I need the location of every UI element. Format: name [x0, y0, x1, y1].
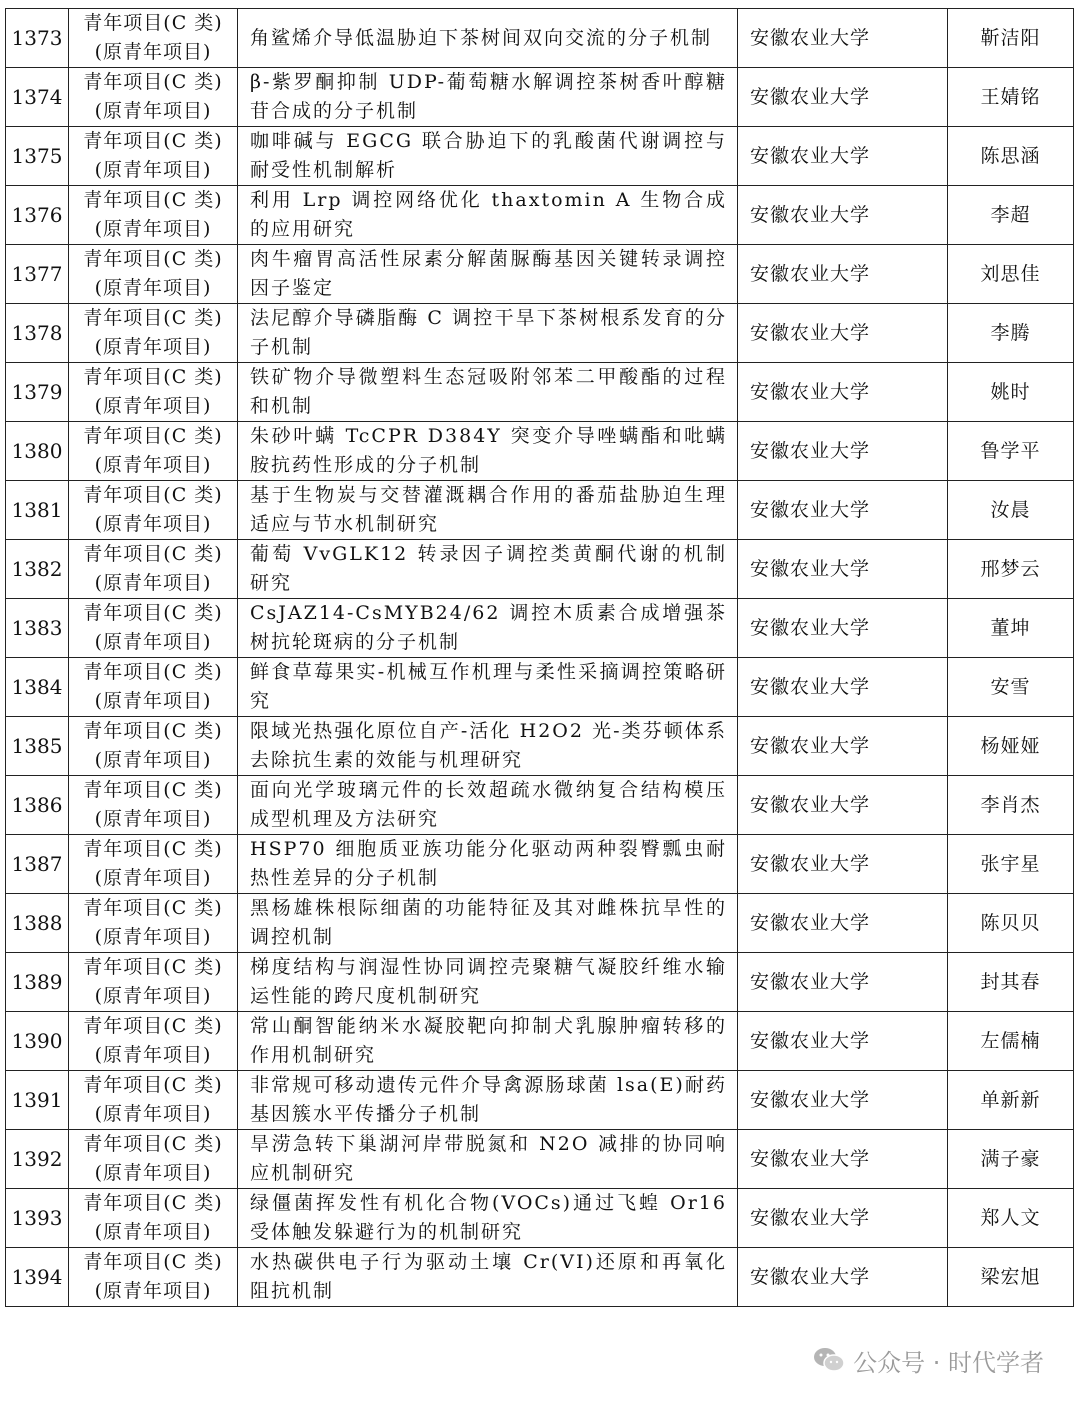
category-line2: (原青年项目) — [94, 454, 212, 476]
category-line2: (原青年项目) — [94, 159, 212, 181]
category-line1: 青年项目(C 类) — [83, 779, 223, 801]
project-title: 法尼醇介导磷脂酶 C 调控干旱下茶树根系发育的分子机制 — [238, 304, 738, 363]
project-category — [69, 599, 238, 658]
category-line2: (原青年项目) — [94, 631, 212, 653]
table-row — [6, 186, 1074, 245]
institution: 安徽农业大学 — [738, 1189, 948, 1248]
category-line2: (原青年项目) — [94, 395, 212, 417]
project-number: 1374 — [6, 68, 69, 127]
category-line1: 青年项目(C 类) — [83, 543, 223, 565]
category-line2: (原青年项目) — [94, 690, 212, 712]
project-title: HSP70 细胞质亚族功能分化驱动两种裂臀瓢虫耐热性差异的分子机制 — [238, 835, 738, 894]
table-row — [6, 363, 1074, 422]
category-line2: (原青年项目) — [94, 1103, 212, 1125]
project-category — [69, 776, 238, 835]
principal-investigator: 梁宏旭 — [948, 1248, 1074, 1307]
principal-investigator: 王婧铭 — [948, 68, 1074, 127]
category-line2: (原青年项目) — [94, 808, 212, 830]
institution: 安徽农业大学 — [738, 1248, 948, 1307]
project-title: 咖啡碱与 EGCG 联合胁迫下的乳酸菌代谢调控与耐受性机制解析 — [238, 127, 738, 186]
category-line1: 青年项目(C 类) — [83, 661, 223, 683]
principal-investigator: 李腾 — [948, 304, 1074, 363]
project-category — [69, 1130, 238, 1189]
table-row — [6, 1071, 1074, 1130]
category-line1: 青年项目(C 类) — [83, 602, 223, 624]
institution: 安徽农业大学 — [738, 894, 948, 953]
category-line1: 青年项目(C 类) — [83, 307, 223, 329]
table-row — [6, 835, 1074, 894]
category-line2: (原青年项目) — [94, 41, 212, 63]
project-number: 1376 — [6, 186, 69, 245]
project-number: 1384 — [6, 658, 69, 717]
table-row — [6, 658, 1074, 717]
project-number: 1388 — [6, 894, 69, 953]
institution: 安徽农业大学 — [738, 245, 948, 304]
project-category — [69, 245, 238, 304]
watermark — [813, 1342, 1044, 1378]
table-row — [6, 9, 1074, 68]
category-line2: (原青年项目) — [94, 749, 212, 771]
table-row — [6, 894, 1074, 953]
principal-investigator: 安雪 — [948, 658, 1074, 717]
table-row — [6, 1012, 1074, 1071]
project-title: 葡萄 VvGLK12 转录因子调控类黄酮代谢的机制研究 — [238, 540, 738, 599]
project-list-table — [5, 8, 1074, 1307]
institution: 安徽农业大学 — [738, 422, 948, 481]
category-line1: 青年项目(C 类) — [83, 1074, 223, 1096]
principal-investigator: 刘思佳 — [948, 245, 1074, 304]
project-category — [69, 68, 238, 127]
project-category — [69, 186, 238, 245]
principal-investigator: 汝晨 — [948, 481, 1074, 540]
project-number: 1391 — [6, 1071, 69, 1130]
project-number: 1382 — [6, 540, 69, 599]
project-title: CsJAZ14-CsMYB24/62 调控木质素合成增强茶树抗轮斑病的分子机制 — [238, 599, 738, 658]
category-line1: 青年项目(C 类) — [83, 720, 223, 742]
project-title: 铁矿物介导微塑料生态冠吸附邻苯二甲酸酯的过程和机制 — [238, 363, 738, 422]
category-line1: 青年项目(C 类) — [83, 248, 223, 270]
wechat-icon — [813, 1346, 845, 1374]
category-line2: (原青年项目) — [94, 926, 212, 948]
project-category — [69, 1071, 238, 1130]
project-category — [69, 363, 238, 422]
category-line2: (原青年项目) — [94, 1162, 212, 1184]
category-line1: 青年项目(C 类) — [83, 71, 223, 93]
institution: 安徽农业大学 — [738, 835, 948, 894]
watermark-text: 公众号 · 时代学者 — [853, 1348, 1044, 1377]
table-row — [6, 717, 1074, 776]
project-number: 1392 — [6, 1130, 69, 1189]
table-row — [6, 1248, 1074, 1307]
project-number: 1386 — [6, 776, 69, 835]
category-line1: 青年项目(C 类) — [83, 130, 223, 152]
project-number: 1379 — [6, 363, 69, 422]
category-line1: 青年项目(C 类) — [83, 1251, 223, 1273]
category-line1: 青年项目(C 类) — [83, 189, 223, 211]
principal-investigator: 李超 — [948, 186, 1074, 245]
principal-investigator: 姚时 — [948, 363, 1074, 422]
project-title: 常山酮智能纳米水凝胶靶向抑制犬乳腺肿瘤转移的作用机制研究 — [238, 1012, 738, 1071]
project-category — [69, 717, 238, 776]
category-line1: 青年项目(C 类) — [83, 838, 223, 860]
project-category — [69, 1012, 238, 1071]
table-row — [6, 1130, 1074, 1189]
project-number: 1390 — [6, 1012, 69, 1071]
project-title: 鲜食草莓果实-机械互作机理与柔性采摘调控策略研究 — [238, 658, 738, 717]
category-line1: 青年项目(C 类) — [83, 956, 223, 978]
project-title: 非常规可移动遗传元件介导禽源肠球菌 lsa(E)耐药基因簇水平传播分子机制 — [238, 1071, 738, 1130]
institution: 安徽农业大学 — [738, 953, 948, 1012]
principal-investigator: 左儒楠 — [948, 1012, 1074, 1071]
project-number: 1387 — [6, 835, 69, 894]
table-row — [6, 540, 1074, 599]
principal-investigator: 郑人文 — [948, 1189, 1074, 1248]
institution: 安徽农业大学 — [738, 127, 948, 186]
category-line1: 青年项目(C 类) — [83, 484, 223, 506]
project-category — [69, 304, 238, 363]
table-row — [6, 127, 1074, 186]
institution: 安徽农业大学 — [738, 1012, 948, 1071]
category-line1: 青年项目(C 类) — [83, 897, 223, 919]
project-number: 1389 — [6, 953, 69, 1012]
principal-investigator: 陈贝贝 — [948, 894, 1074, 953]
category-line1: 青年项目(C 类) — [83, 1015, 223, 1037]
institution: 安徽农业大学 — [738, 717, 948, 776]
principal-investigator: 杨娅娅 — [948, 717, 1074, 776]
institution: 安徽农业大学 — [738, 481, 948, 540]
table-row — [6, 481, 1074, 540]
project-category — [69, 953, 238, 1012]
category-line1: 青年项目(C 类) — [83, 12, 223, 34]
project-category — [69, 9, 238, 68]
project-title: 水热碳供电子行为驱动土壤 Cr(VI)还原和再氧化阻抗机制 — [238, 1248, 738, 1307]
category-line2: (原青年项目) — [94, 1044, 212, 1066]
table-row — [6, 953, 1074, 1012]
project-category — [69, 481, 238, 540]
institution: 安徽农业大学 — [738, 776, 948, 835]
project-title: 黑杨雄株根际细菌的功能特征及其对雌株抗旱性的调控机制 — [238, 894, 738, 953]
project-title: 限域光热强化原位自产-活化 H2O2 光-类芬顿体系去除抗生素的效能与机理研究 — [238, 717, 738, 776]
principal-investigator: 陈思涵 — [948, 127, 1074, 186]
project-title: 利用 Lrp 调控网络优化 thaxtomin A 生物合成的应用研究 — [238, 186, 738, 245]
category-line2: (原青年项目) — [94, 513, 212, 535]
project-title: 旱涝急转下巢湖河岸带脱氮和 N2O 减排的协同响应机制研究 — [238, 1130, 738, 1189]
category-line2: (原青年项目) — [94, 572, 212, 594]
project-title: 角鲨烯介导低温胁迫下茶树间双向交流的分子机制 — [238, 9, 738, 68]
project-category — [69, 1189, 238, 1248]
table-row — [6, 304, 1074, 363]
principal-investigator: 邢梦云 — [948, 540, 1074, 599]
category-line2: (原青年项目) — [94, 277, 212, 299]
principal-investigator: 鲁学平 — [948, 422, 1074, 481]
category-line2: (原青年项目) — [94, 985, 212, 1007]
category-line1: 青年项目(C 类) — [83, 1192, 223, 1214]
project-category — [69, 1248, 238, 1307]
project-category — [69, 894, 238, 953]
institution: 安徽农业大学 — [738, 1130, 948, 1189]
project-number: 1385 — [6, 717, 69, 776]
category-line2: (原青年项目) — [94, 336, 212, 358]
project-category — [69, 658, 238, 717]
project-number: 1393 — [6, 1189, 69, 1248]
project-title: 面向光学玻璃元件的长效超疏水微纳复合结构模压成型机理及方法研究 — [238, 776, 738, 835]
project-title: 绿僵菌挥发性有机化合物(VOCs)通过飞蝗 Or16 受体触发躲避行为的机制研究 — [238, 1189, 738, 1248]
principal-investigator: 封其春 — [948, 953, 1074, 1012]
principal-investigator: 满子豪 — [948, 1130, 1074, 1189]
table-row — [6, 245, 1074, 304]
project-number: 1373 — [6, 9, 69, 68]
project-number: 1380 — [6, 422, 69, 481]
project-number: 1377 — [6, 245, 69, 304]
category-line2: (原青年项目) — [94, 100, 212, 122]
institution: 安徽农业大学 — [738, 540, 948, 599]
institution: 安徽农业大学 — [738, 9, 948, 68]
project-category — [69, 127, 238, 186]
project-title: 肉牛瘤胃高活性尿素分解菌脲酶基因关键转录调控因子鉴定 — [238, 245, 738, 304]
project-category — [69, 835, 238, 894]
category-line1: 青年项目(C 类) — [83, 425, 223, 447]
project-title: 朱砂叶螨 TcCPR D384Y 突变介导唑螨酯和吡螨胺抗药性形成的分子机制 — [238, 422, 738, 481]
project-category — [69, 422, 238, 481]
institution: 安徽农业大学 — [738, 363, 948, 422]
category-line2: (原青年项目) — [94, 218, 212, 240]
project-number: 1375 — [6, 127, 69, 186]
category-line2: (原青年项目) — [94, 1280, 212, 1302]
principal-investigator: 靳洁阳 — [948, 9, 1074, 68]
project-number: 1394 — [6, 1248, 69, 1307]
principal-investigator: 单新新 — [948, 1071, 1074, 1130]
category-line1: 青年项目(C 类) — [83, 1133, 223, 1155]
category-line2: (原青年项目) — [94, 1221, 212, 1243]
project-rows — [6, 9, 1074, 1307]
institution: 安徽农业大学 — [738, 658, 948, 717]
table-row — [6, 1189, 1074, 1248]
institution: 安徽农业大学 — [738, 599, 948, 658]
table-row — [6, 599, 1074, 658]
table-row — [6, 776, 1074, 835]
category-line1: 青年项目(C 类) — [83, 366, 223, 388]
category-line2: (原青年项目) — [94, 867, 212, 889]
table-row — [6, 68, 1074, 127]
table-row — [6, 422, 1074, 481]
project-title: 梯度结构与润湿性协同调控壳聚糖气凝胶纤维水输运性能的跨尺度机制研究 — [238, 953, 738, 1012]
principal-investigator: 张宇星 — [948, 835, 1074, 894]
principal-investigator: 李肖杰 — [948, 776, 1074, 835]
principal-investigator: 董坤 — [948, 599, 1074, 658]
project-title: 基于生物炭与交替灌溉耦合作用的番茄盐胁迫生理适应与节水机制研究 — [238, 481, 738, 540]
institution: 安徽农业大学 — [738, 186, 948, 245]
institution: 安徽农业大学 — [738, 304, 948, 363]
project-number: 1383 — [6, 599, 69, 658]
institution: 安徽农业大学 — [738, 68, 948, 127]
project-number: 1378 — [6, 304, 69, 363]
institution: 安徽农业大学 — [738, 1071, 948, 1130]
project-title: β-紫罗酮抑制 UDP-葡萄糖水解调控茶树香叶醇糖苷合成的分子机制 — [238, 68, 738, 127]
project-number: 1381 — [6, 481, 69, 540]
project-category — [69, 540, 238, 599]
